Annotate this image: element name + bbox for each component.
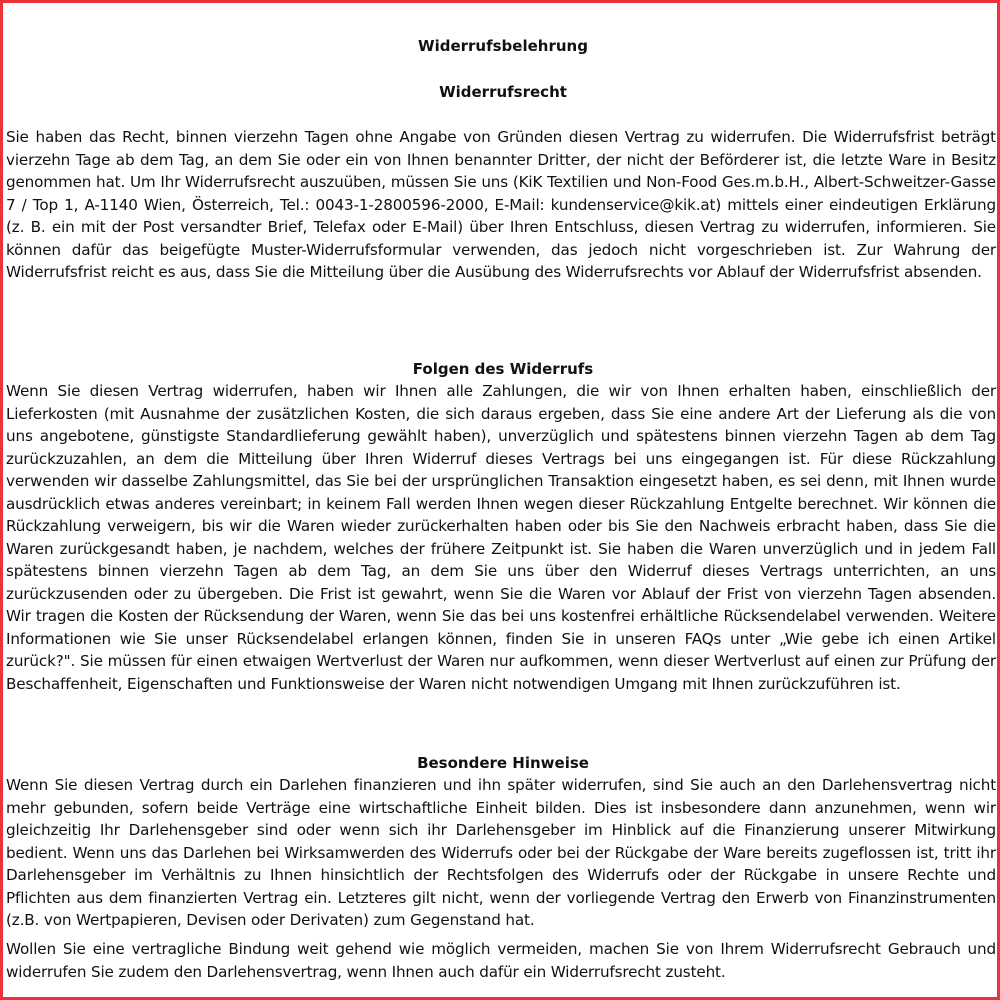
section-heading-hinweise: Besondere Hinweise (417, 754, 589, 772)
paragraph-hinweise-2: Wollen Sie eine vertragliche Bindung weit gehend wie möglich vermeiden, machen Sie von Ihrem Widerrufsrecht Gebrauch und widerrufen Sie zudem den Darlehensvertrag, wenn Ihnen auch dafür ein Widerrufsrecht zusteht. (6, 940, 996, 981)
paragraph-folgen: Wenn Sie diesen Vertrag widerrufen, haben wir Ihnen alle Zahlungen, die wir von Ihnen erhalten haben, einschließlich der Lieferkosten (mit Ausnahme der zusätzlichen Kosten, die sich daraus ergeben, dass Sie eine andere Art der Lieferung als die von uns angebotene, günstigste Standardlieferung gewählt haben), unverzüglich und spätestens binnen vierzehn Tagen ab dem Tag zurückzuzahlen, an dem die Mitteilung über Ihren Widerruf dieses Vertrags bei uns eingegangen ist. Für diese Rückzahlung verwenden wir dasselbe Zahlungsmittel, das Sie bei der ursprünglichen Transaktion eingesetzt haben, es sei denn, mit Ihnen wurde ausdrücklich etwas anderes vereinbart; in keinem Fall werden Ihnen wegen dieser Rückzahlung Entgelte berechnet. Wir können die Rückzahlung verweigern, bis wir die Waren wieder zurückerhalten haben oder bis Sie den Nachweis erbracht haben, dass Sie die Waren zurückgesandt haben, je nachdem, welches der frühere Zeitpunkt ist. Sie haben die Waren unverzüglich und in jedem Fall spätestens binnen vierzehn Tagen ab dem Tag, an dem Sie uns über den Widerruf dieses Vertrags unterrichten, an uns zurückzusenden oder zu übergeben. Die Frist ist gewahrt, wenn Sie die Waren vor Ablauf der Frist von vierzehn Tagen absenden. Wir tragen die Kosten der Rücksendung der Waren, wenn Sie das bei uns kostenfrei erhältliche Rücksendelabel verwenden. Weitere Informationen wie Sie unser Rücksendelabel erlangen können, finden Sie in unseren FAQs unter „Wie gebe ich einen Artikel zurück?". Sie müssen für einen etwaigen Wertverlust der Waren nur aufkommen, wenn dieser Wertverlust auf einen zur Prüfung der Beschaffenheit, Eigenschaften und Funktionsweise der Waren nicht notwendigen Umgang mit Ihnen zurückzuführen ist. (6, 382, 996, 693)
document-title: Widerrufsbelehrung (418, 37, 588, 55)
paragraph-hinweise-1: Wenn Sie diesen Vertrag durch ein Darlehen finanzieren und ihn später widerrufen, sind Sie auch an den Darlehensvertrag nicht mehr gebunden, sofern beide Verträge eine wirtschaftliche Einheit bilden. Dies ist insbesondere dann anzunehmen, wenn wir gleichzeitig Ihr Darlehensgeber sind oder wenn sich ihr Darlehensgeber im Hinblick auf die Finanzierung unserer Mitwirkung bedient. Wenn uns das Darlehen bei Wirksamwerden des Widerrufs oder bei der Rückgabe der Ware bereits zugeflossen ist, tritt ihr Darlehensgeber im Verhältnis zu Ihnen hinsichtlich der Rechtsfolgen des Widerrufs oder der Rückgabe in unsere Rechte und Pflichten aus dem finanzierten Vertrag ein. Letzteres gilt nicht, wenn der vorliegende Vertrag den Erwerb von Finanzinstrumenten (z.B. von Wertpapieren, Devisen oder Derivaten) zum Gegenstand hat. (6, 776, 996, 929)
paragraph-widerrufsrecht: Sie haben das Recht, binnen vierzehn Tagen ohne Angabe von Gründen diesen Vertrag zu widerrufen. Die Widerrufsfrist beträgt vierzehn Tage ab dem Tag, an dem Sie oder ein von Ihnen benannter Dritter, der nicht der Beförderer ist, die letzte Ware in Besitz genommen hat. Um Ihr Widerrufsrecht auszuüben, müssen Sie uns (KiK Textilien und Non-Food Ges.m.b.H., Albert-Schweitzer-Gasse 7 / Top 1, A-1140 Wien, Österreich, Tel.: 0043-1-2800596-2000, E-Mail: kundenservice@kik.at) mittels einer eindeutigen Erklärung (z. B. ein mit der Post versandter Brief, Telefax oder E-Mail) über Ihren Entschluss, diesen Vertrag zu widerrufen, informieren. Sie können dafür das beigefügte Muster-Widerrufsformular verwenden, das jedoch nicht vorgeschrieben ist. Zur Wahrung der Widerrufsfrist reicht es aus, dass Sie die Mitteilung über die Ausübung des Widerrufsrechts vor Ablauf der Widerrufsfrist absenden. (6, 128, 996, 281)
section-heading-folgen: Folgen des Widerrufs (412, 360, 594, 378)
section-heading-widerrufsrecht: Widerrufsrecht (439, 83, 567, 101)
